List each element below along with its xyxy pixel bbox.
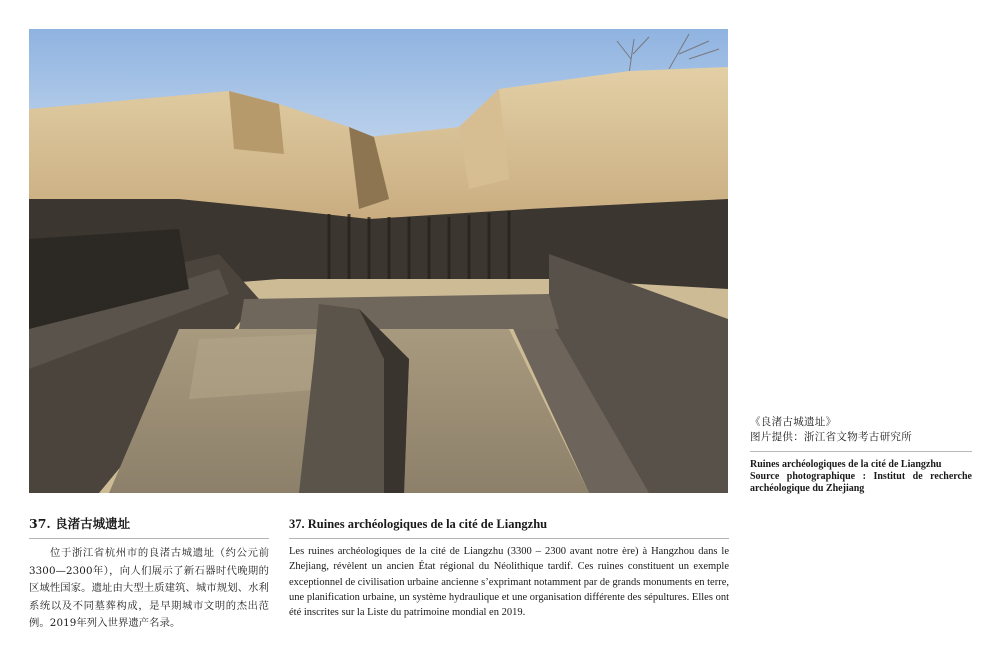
excavation-photo (29, 29, 728, 493)
photo-caption (750, 415, 972, 495)
excavation-illustration (29, 29, 728, 493)
caption-divider (750, 451, 972, 452)
caption-title-fr: Ruines archéologiques de la cité de Liangzhu (750, 459, 942, 470)
entry-chinese (29, 516, 269, 633)
heading-rule-fr (289, 538, 729, 539)
entry-body-fr: Les ruines archéologiques de la cité de Liangzhu (3300 – 2300 avant notre ère) à Hangzhou dans le Zhejiang, révèlent un ancien État régional du Néolithique tardif. Ces ruines constituent un exemple exceptionnel de civilisation urbaine ancienne s’exprimant notamment par de grands monuments en terre, une planification urbaine, un système hydraulique et une organisation différente des sépultures. Elles ont été inscrites sur la Liste du patrimoine mondial en 2019. (289, 546, 729, 619)
caption-credit-zh: 图片提供：浙江省文物考古研究所 (750, 431, 912, 443)
entry-heading-fr: 37. Ruines archéologiques de la cité de Liangzhu (289, 517, 548, 531)
caption-title-zh: 《良渚古城遗址》 (750, 416, 837, 428)
caption-credit-fr: Source photographique : Institut de recherche archéologique du Zhejiang (750, 471, 972, 494)
entry-french (289, 516, 729, 620)
heading-rule-zh (29, 538, 269, 539)
entry-body-zh: 位于浙江省杭州市的良渚古城遗址（约公元前3300—2300年），向人们展示了新石器时代晚期的区域性国家。遗址由大型土质建筑、城市规划、水利系统以及不同墓葬构成，是早期城市文明的杰出范例。2019年列入世界遗产名录。 (29, 547, 269, 630)
caption-fr (750, 459, 972, 495)
entry-heading-zh: 37. 良渚古城遗址 (29, 516, 131, 531)
